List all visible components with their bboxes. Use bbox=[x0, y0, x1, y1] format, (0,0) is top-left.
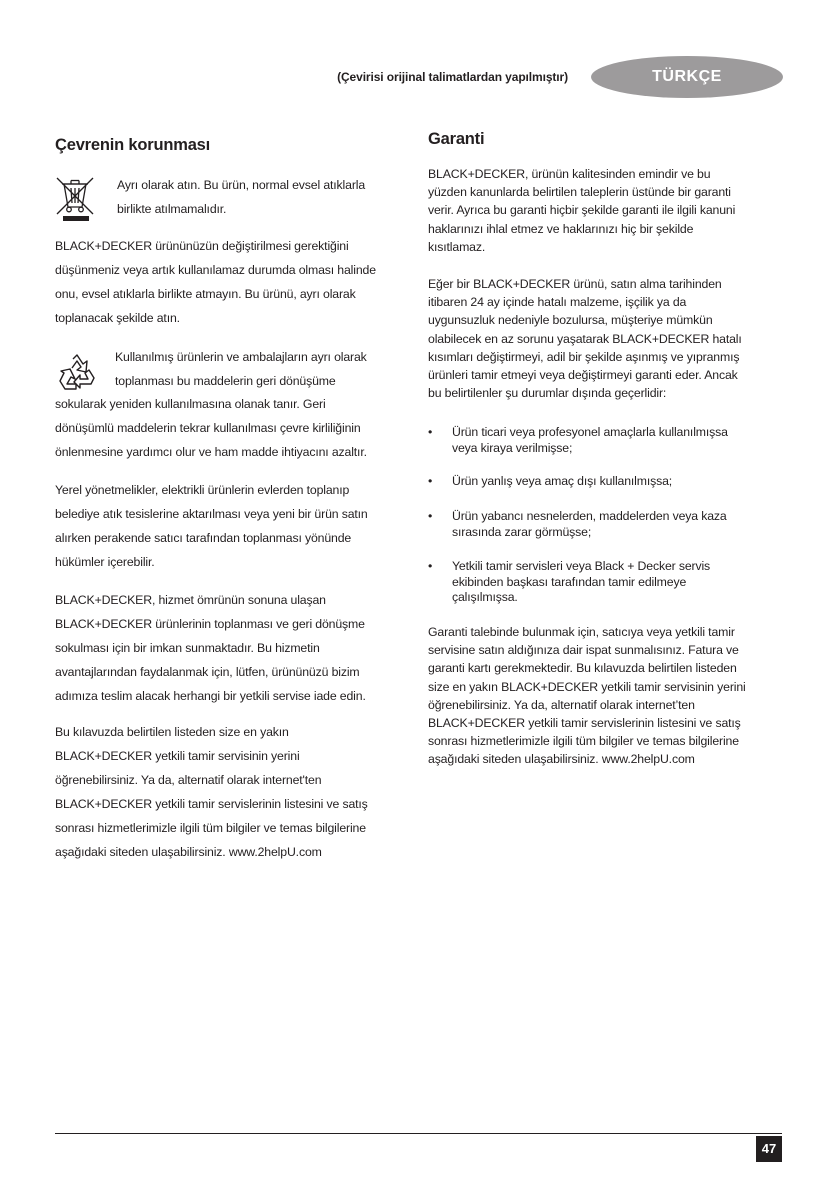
bullet-marker: • bbox=[428, 559, 433, 573]
warranty-exclusion-text: Ürün yanlış veya amaç dışı kullanılmışsa; bbox=[452, 474, 673, 488]
warranty-exclusion-text: Ürün yabancı nesnelerden, maddelerden veya kaza sırasında zarar görmüşse; bbox=[452, 509, 727, 539]
environment-paragraph-5: Bu kılavuzda belirtilen listeden size en yakın BLACK+DECKER yetkili tamir servisinin yerini öğrenebilirsiniz. Ya da, alternatif olarak internet'ten BLACK+DECKER yetkili tamir servislerinin listesini ve satış sonrası hizmetlerimizle ilgili tüm bilgiler ve temas bilgilerine aşağıdaki siteden ulaşabilirsiniz. www.2helpU.com bbox=[55, 725, 368, 859]
weee-disposal-text: Ayrı olarak atın. Bu ürün, normal evsel atıklarla birlikte atılmamalıdır. bbox=[117, 178, 366, 216]
environment-paragraph-4: BLACK+DECKER, hizmet ömrünün sonuna ulaşan BLACK+DECKER ürünlerinin toplanması ve geri dönüşme sokulması için bir imkan sunmaktadır. Bu hizmetin avantajlarından faydalanmak için, lütfen, ürününüzü bizim adımıza teslim alacak herhangi bir yetkili servise iade edin. bbox=[55, 593, 366, 703]
bullet-marker: • bbox=[428, 425, 433, 439]
environment-title: Çevrenin korunması bbox=[55, 136, 211, 154]
warranty-paragraph-1: BLACK+DECKER, ürünün kalitesinden emindir ve bu yüzden kanunlarda belirtilen taleplerin üstünde bir garanti verir. Ayrıca bu garanti hiçbir şekilde garanti ile ilgili kanuni haklarınızı ihlal etmez ve haklarınızı hiç bir şekilde kısıtlamaz. bbox=[428, 167, 736, 254]
footer-divider bbox=[55, 1133, 782, 1134]
warranty-title: Garanti bbox=[428, 130, 485, 148]
bullet-marker: • bbox=[428, 509, 433, 523]
environment-paragraph-3: Yerel yönetmelikler, elektrikli ürünlerin evlerden toplanıp belediye atık tesislerine aktarılması veya yeni bir ürün satın alırken perakende satıcı tarafından toplanması yönünde hükümler içerebilir. bbox=[55, 483, 368, 569]
recycle-text: Kullanılmış ürünlerin ve ambalajların ayrı olarak toplanması bu maddelerin geri dönüşüme bbox=[115, 350, 367, 388]
crossed-out-wheelie-bin-icon bbox=[55, 176, 97, 227]
page-number: 47 bbox=[756, 1136, 782, 1162]
warranty-exclusion-text: Yetkili tamir servisleri veya Black + Decker servis ekibinden başkası tarafından tamir edilmeye çalışılmışsa. bbox=[452, 559, 711, 604]
warranty-exclusion-text: Ürün ticari veya profesyonel amaçlarla kullanılmışsa veya kiraya verilmişse; bbox=[452, 425, 728, 455]
warranty-paragraph-3: Garanti talebinde bulunmak için, satıcıya veya yetkili tamir servisine satın aldığınıza dair ispat sunmalısınız. Fatura ve garanti kartı gerekmektedir. Bu kılavuzda belirtilen listeden size en yakın BLACK+DECKER yetkili tamir servisinin yerini öğrenebilirsiniz. Ya da, alternatif olarak internet’ten BLACK+DECKER yetkili tamir servislerinin listesini ve satış sonrası hizmetlerimizle ilgili tüm bilgiler ve temas bilgilerine aşağıdaki siteden ulaşabilirsiniz. www.2helpU.com bbox=[428, 625, 746, 767]
environment-paragraph-2: sokularak yeniden kullanılmasına olanak tanır. Geri dönüşümlü maddelerin tekrar kullanılması çevre kirliliğinin önlenmesine yardımcı olur ve ham madde ihtiyacını azaltır. bbox=[55, 397, 367, 459]
language-tab: TÜRKÇE bbox=[591, 56, 783, 98]
translation-note: (Çevirisi orijinal talimatlardan yapılmıştır) bbox=[337, 70, 568, 84]
warranty-paragraph-2: Eğer bir BLACK+DECKER ürünü, satın alma tarihinden itibaren 24 ay içinde hatalı malzeme, işçilik ya da uygunsuzluk nedeniyle bozulursa, müşteriye mümkün olabilecek en az sorunu yaşatarak BLACK+DECKER hatalı kısımları değiştirmeyi, adil bir şekilde aşınmış ve yıpranmış ürünleri tamir etmeyi veya değiştirmeyi garanti eder. Ancak bu belirtilenler şu durumlar dışında geçerlidir: bbox=[428, 277, 742, 401]
environment-paragraph-1: BLACK+DECKER ürününüzün değiştirilmesi gerektiğini düşünmeniz veya artık kullanılamaz durumda olması halinde onu, evsel atıklarla birlikte atmayın. Bu ürünü, ayrı olarak toplanacak şekilde atın. bbox=[55, 239, 376, 325]
bullet-marker: • bbox=[428, 474, 433, 488]
